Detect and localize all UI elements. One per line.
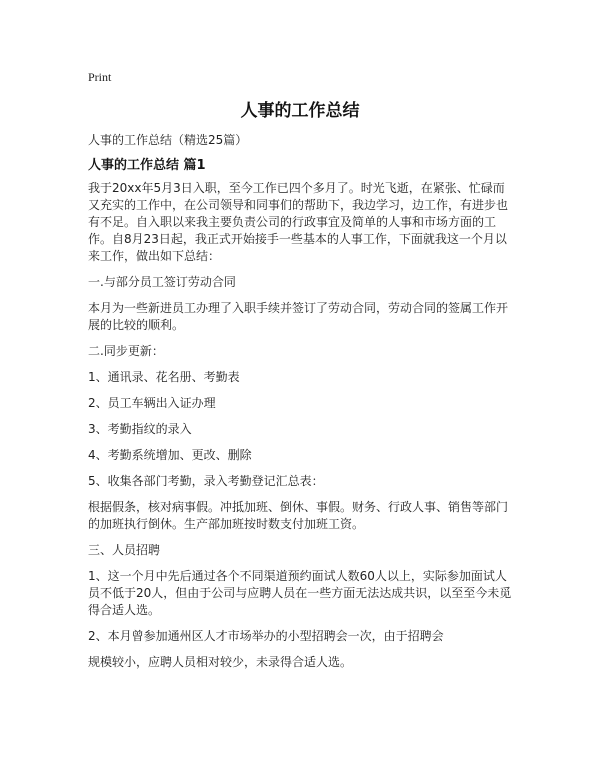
list-item: 5、收集各部门考勤，录入考勤登记汇总表：	[88, 474, 324, 488]
list-item: 2、员工车辆出入证办理	[88, 396, 216, 410]
list-item: 1、这一个月中先后通过各个不同渠道预约面试人数60人以上，实际参加面试人员不低于20人，但由于公司与应聘人员在一些方面无法达成共识，以至至今未觅得合适人选。	[88, 569, 512, 617]
paragraph-heading-recruit: 三、人员招聘	[88, 543, 161, 557]
paragraph-attendance: 根据假条，核对病事假。冲抵加班、倒休、事假。财务、行政人事、销售等部门的加班执行倒休。生产部加班按时数支付加班工资。	[88, 500, 509, 531]
list-item: 2、本月曾参加通州区人才市场举办的小型招聘会一次，由于招聘会	[88, 629, 444, 643]
list-item: 1、通讯录、花名册、考勤表	[88, 370, 240, 384]
section-heading: 人事的工作总结 篇1	[88, 158, 206, 173]
list-item: 3、考勤指纹的录入	[88, 422, 192, 436]
paragraph-heading-contracts: 一.与部分员工签订劳动合同	[88, 275, 236, 289]
document-subtitle: 人事的工作总结（精选25篇）	[88, 133, 248, 147]
paragraph-heading-sync: 二.同步更新：	[88, 344, 164, 358]
page-title: 人事的工作总结	[240, 101, 360, 121]
print-link[interactable]: Print	[88, 70, 112, 84]
list-item: 4、考勤系统增加、更改、删除	[88, 448, 252, 462]
paragraph-contracts: 本月为一些新进员工办理了入职手续并签订了劳动合同，劳动合同的签属工作开展的比较的顺利。	[88, 301, 509, 332]
paragraph-recruit-fair: 规模较小，应聘人员相对较少，未录得合适人选。	[88, 655, 353, 669]
document-body	[88, 132, 516, 680]
paragraph-intro: 我于20xx年5月3日入职，至今工作已四个多月了。时光飞逝，在紧张、忙碌而又充实的工作中，在公司领导和同事们的帮助下，我边学习，边工作，有进步也有不足。自入职以来我主要负责公司的行政事宜及简单的人事和市场方面的工作。自8月23日起，我正式开始接手一些基本的人事工作，下面就我这一个月以来工作，做出如下总结：	[88, 181, 509, 263]
